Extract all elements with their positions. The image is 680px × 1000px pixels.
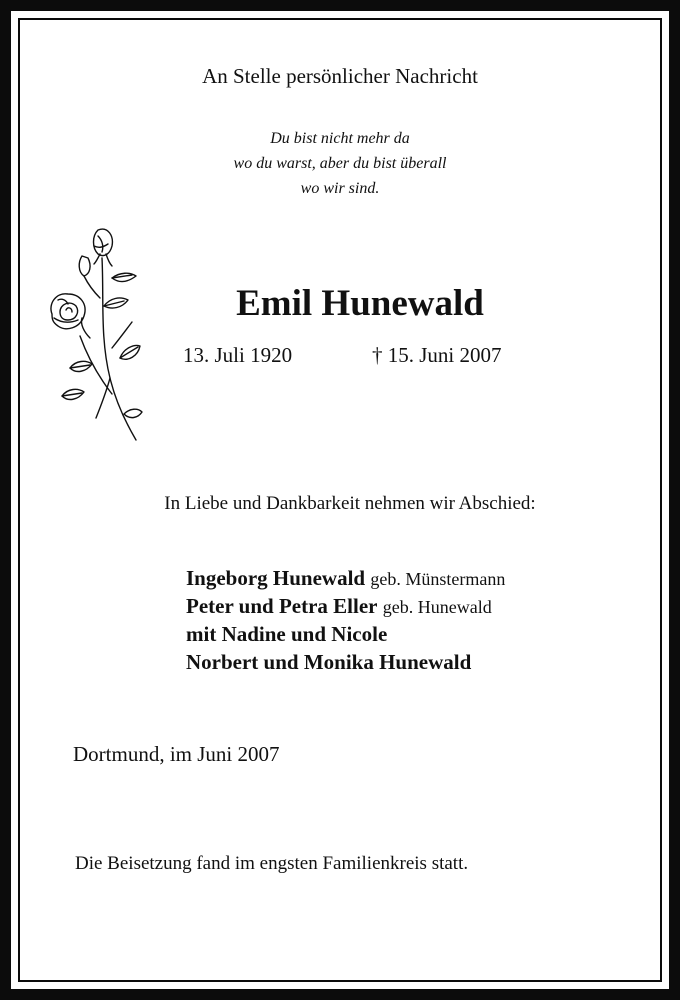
notice-heading: An Stelle persönlicher Nachricht (202, 64, 478, 88)
burial-note: Die Beisetzung fand im engsten Familienkreis statt. (75, 853, 469, 874)
death-date: † 15. Juni 2007 (372, 343, 502, 367)
verse-line-3: wo wir sind. (300, 180, 380, 197)
mourner-note: geb. Hunewald (382, 597, 492, 617)
mourner-name: mit Nadine und Nicole (186, 622, 388, 646)
place-and-date: Dortmund, im Juni 2007 (73, 742, 280, 766)
mourner-name: Peter und Petra Eller (186, 594, 378, 618)
rose-icon (40, 218, 150, 448)
verse-line-1: Du bist nicht mehr da (270, 130, 410, 147)
verse-line-2: wo du warst, aber du bist überall (233, 155, 447, 172)
mourner-line (186, 650, 471, 675)
birth-date: 13. Juli 1920 (183, 343, 293, 367)
farewell-text: In Liebe und Dankbarkeit nehmen wir Abschied: (164, 493, 536, 514)
deceased-name: Emil Hunewald (236, 283, 484, 324)
mourner-note: geb. Münstermann (370, 569, 506, 589)
mourner-line (186, 566, 505, 591)
mourner-line (186, 594, 492, 619)
mourner-name: Norbert und Monika Hunewald (186, 650, 472, 674)
mourner-line (186, 622, 387, 647)
mourner-name: Ingeborg Hunewald (186, 566, 366, 590)
